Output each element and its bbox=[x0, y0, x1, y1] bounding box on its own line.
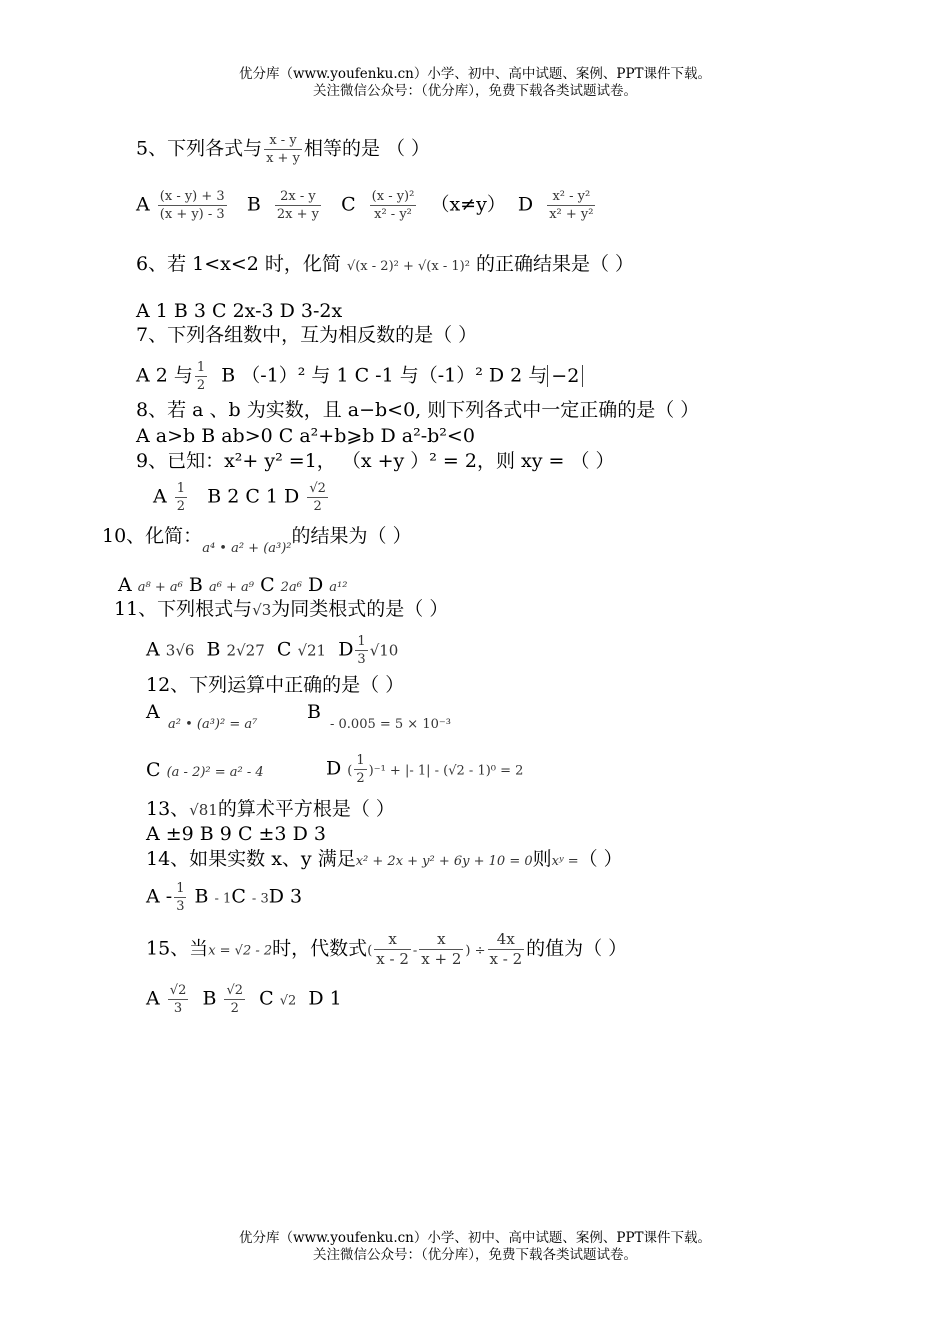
q11-option-b-label: B bbox=[206, 638, 221, 661]
q11-option-a: 3√6 bbox=[165, 641, 195, 660]
header-line-1: 优分库（www.youfenku.cn）小学、初中、高中试题、案例、PPT课件下载。 bbox=[238, 66, 712, 82]
q9-option-a-label: A bbox=[153, 485, 167, 508]
q7-frac-num: 1 bbox=[196, 360, 206, 375]
q7-fraction-half bbox=[195, 359, 207, 394]
question-6-stem bbox=[136, 252, 634, 279]
q15-option-c: √2 bbox=[279, 993, 297, 1009]
question-15-options bbox=[146, 982, 342, 1017]
q15-stem-end: 的值为（ ） bbox=[526, 937, 628, 960]
q11-option-b: 2√27 bbox=[226, 641, 265, 660]
q14-a-num: 1 bbox=[176, 881, 185, 896]
q7-frac-den: 2 bbox=[196, 378, 206, 393]
q15-option-b bbox=[224, 982, 245, 1017]
q10-option-d-label: D bbox=[307, 574, 324, 596]
q7-absolute-value: −2 bbox=[547, 365, 583, 387]
question-11-stem bbox=[114, 597, 448, 622]
q15-option-c-label: C bbox=[259, 987, 274, 1010]
q11-d-num: 1 bbox=[357, 634, 366, 649]
q12-d-den: 2 bbox=[356, 771, 365, 786]
q9-d-den: 2 bbox=[313, 499, 322, 514]
q11-option-a-label: A bbox=[146, 638, 160, 661]
q10-expression: a⁴ • a² + (a³)² bbox=[202, 541, 292, 556]
q6-stem-end: 的正确结果是（ ） bbox=[475, 253, 635, 275]
page-header bbox=[0, 66, 950, 100]
q9-option-a bbox=[175, 480, 187, 515]
q14-power-expression: xʸ = bbox=[551, 854, 579, 869]
q14-option-c-label: C bbox=[231, 885, 246, 908]
q15-stem-mid: 时，代数式 bbox=[272, 937, 368, 960]
q7-options-rest: B （-1）² 与 1 C -1 与（-1）² D 2 与 bbox=[221, 364, 548, 387]
q5-option-c-label: C bbox=[341, 193, 356, 216]
q14-stem-then: 则 bbox=[532, 848, 552, 870]
q15-option-a bbox=[168, 982, 189, 1017]
q5-c-den: x² - y² bbox=[374, 207, 412, 222]
question-12-option-b bbox=[330, 710, 451, 737]
question-11-options bbox=[146, 633, 398, 668]
q11-option-d-radical: √10 bbox=[369, 641, 399, 660]
q12-d-num: 1 bbox=[356, 753, 365, 768]
question-12-option-b-label: B bbox=[307, 701, 321, 723]
q15-f3-den: x - 2 bbox=[489, 950, 523, 968]
q10-option-c: 2a⁶ bbox=[280, 580, 302, 595]
q14-option-b-label: B bbox=[194, 885, 209, 908]
q5-option-d-label: D bbox=[517, 193, 534, 216]
q5-option-c-condition: （x≠y） bbox=[430, 193, 506, 216]
q10-stem-text: 10、化简： bbox=[102, 525, 203, 547]
question-10-options bbox=[118, 573, 347, 600]
q14-stem-end: （ ） bbox=[578, 848, 623, 870]
q14-a-den: 3 bbox=[176, 899, 185, 914]
question-5-stem bbox=[136, 132, 430, 167]
q14-option-c: - 3 bbox=[251, 891, 269, 907]
q5-fraction bbox=[264, 132, 302, 167]
q5-frac-den: x + y bbox=[266, 151, 300, 166]
q15-option-b-label: B bbox=[202, 987, 217, 1010]
q11-option-d-label: D bbox=[338, 638, 354, 661]
q5-option-c bbox=[370, 188, 417, 223]
q14-stem-text: 14、如果实数 x、y 满足 bbox=[146, 848, 356, 870]
q10-option-d: a¹² bbox=[329, 580, 348, 595]
q5-a-den: (x + y) - 3 bbox=[159, 207, 225, 222]
q12-c-expression: (a - 2)² = a² - 4 bbox=[166, 765, 264, 780]
q15-fraction-2 bbox=[419, 930, 463, 969]
q5-b-den: 2x + y bbox=[276, 207, 319, 222]
q12-d-fraction bbox=[354, 752, 366, 787]
q5-stem-end: 相等的是 （ ） bbox=[303, 137, 431, 160]
q10-option-a-label: A bbox=[118, 574, 132, 596]
q12-option-c-label: C bbox=[146, 759, 161, 781]
q10-option-c-label: C bbox=[260, 574, 275, 596]
question-15-stem: 15、当x = √2 - 2时，代数式( $\frac{x}{x - 2}$ - $\frac{x}{x + 2}$ ) ÷ $\frac{4x}{x - 2}$ 的值为（ ） bbox=[146, 930, 628, 968]
q15-option-a-label: A bbox=[146, 987, 160, 1010]
q15-fraction-3 bbox=[488, 930, 525, 969]
q12-d-expression: )⁻¹ + |- 1| - (√2 - 1)⁰ = 2 bbox=[368, 763, 524, 779]
q15-f2-den: x + 2 bbox=[421, 950, 462, 968]
q15-a-den: 3 bbox=[173, 1001, 183, 1016]
q15-f1-den: x - 2 bbox=[376, 950, 409, 968]
q11-option-c: √21 bbox=[297, 641, 327, 660]
question-12-option-c bbox=[146, 758, 264, 785]
q9-a-num: 1 bbox=[176, 481, 186, 496]
q11-stem-end: 为同类根式的是（ ） bbox=[271, 598, 449, 620]
q5-d-den: x² + y² bbox=[549, 207, 594, 222]
question-9-options bbox=[153, 480, 330, 515]
header-line-2: 关注微信公众号：（优分库），免费下载各类试题试卷。 bbox=[313, 83, 637, 99]
question-9-stem: 9、已知：x²+ y² =1， （x +y ）² = 2，则 xy = （ ） bbox=[136, 450, 615, 472]
q14-option-d: D 3 bbox=[268, 885, 303, 908]
q14-option-a-label: A - bbox=[146, 885, 173, 908]
question-12-option-a bbox=[168, 710, 257, 737]
q5-c-num: (x - y)² bbox=[371, 189, 415, 204]
q9-option-d bbox=[307, 480, 328, 515]
q5-a-num: (x - y) + 3 bbox=[159, 189, 225, 204]
question-5-options bbox=[136, 188, 597, 223]
q5-d-num: x² - y² bbox=[547, 188, 595, 206]
question-13-options: A ±9 B 9 C ±3 D 3 bbox=[146, 823, 326, 845]
q5-option-b bbox=[275, 188, 321, 223]
question-7-stem: 7、下列各组数中，互为相反数的是（ ） bbox=[136, 324, 478, 346]
question-13-stem bbox=[146, 797, 395, 822]
q5-option-d bbox=[547, 188, 595, 223]
q5-stem-text: 5、下列各式与 bbox=[136, 137, 263, 160]
question-12-option-a-label: A bbox=[146, 701, 160, 723]
footer-line-1: 优分库（www.youfenku.cn）小学、初中、高中试题、案例、PPT课件下载。 bbox=[238, 1230, 712, 1246]
question-8-options: A a>b B ab>0 C a²+b⩾b D a²-b²<0 bbox=[136, 425, 475, 447]
question-10-stem bbox=[102, 524, 412, 556]
q13-number: 13、 bbox=[146, 798, 190, 820]
question-12-option-d: D ( $\frac{1}{2}$ )⁻¹ + |- 1| - (√2 - 1)⁰ = 2 bbox=[326, 753, 524, 786]
page-footer bbox=[0, 1230, 950, 1264]
q9-options-bc: B 2 C 1 D bbox=[207, 485, 300, 508]
q11-option-c-label: C bbox=[276, 638, 292, 661]
question-14-options bbox=[146, 880, 302, 915]
q6-stem-text: 6、若 1<x<2 时，化简 bbox=[136, 253, 341, 275]
q11-stem-text: 11、下列根式与 bbox=[114, 598, 253, 620]
q14-equation: x² + 2x + y² + 6y + 10 = 0 bbox=[355, 854, 533, 869]
q15-a-num: √2 bbox=[169, 983, 187, 998]
question-14-stem bbox=[146, 847, 623, 874]
footer-line-2: 关注微信公众号：（优分库），免费下载各类试题试卷。 bbox=[313, 1247, 637, 1263]
q11-d-den: 3 bbox=[357, 652, 366, 667]
q5-option-a-label: A bbox=[136, 193, 150, 216]
q13-stem-end: 的算术平方根是（ ） bbox=[217, 798, 395, 820]
q15-f1-num: x bbox=[374, 930, 411, 950]
q13-radical: √81 bbox=[189, 801, 218, 819]
question-12-stem: 12、下列运算中正确的是（ ） bbox=[146, 674, 405, 696]
q11-option-d-fraction bbox=[355, 633, 367, 668]
q14-option-b: - 1 bbox=[214, 891, 232, 907]
q5-option-a bbox=[158, 188, 227, 223]
q12-a-expression: a² • (a³)² = a⁷ bbox=[168, 717, 258, 732]
q10-option-a: a⁸ + a⁶ bbox=[137, 580, 183, 595]
q6-expression: √(x - 2)² + √(x - 1)² bbox=[346, 259, 470, 274]
q15-b-num: √2 bbox=[226, 983, 244, 998]
question-6-options: A 1 B 3 C 2x-3 D 3-2x bbox=[136, 300, 343, 322]
q15-b-den: 2 bbox=[230, 1001, 239, 1016]
q9-a-den: 2 bbox=[176, 499, 186, 514]
question-7-options bbox=[136, 359, 583, 394]
q15-stem-text: 15、当 bbox=[146, 937, 209, 960]
q7-option-a: A 2 与 bbox=[136, 364, 193, 387]
q10-stem-end: 的结果为（ ） bbox=[291, 525, 412, 547]
q15-option-d: D 1 bbox=[308, 987, 342, 1010]
q15-fraction-1 bbox=[374, 930, 411, 969]
q10-option-b: a⁶ + a⁹ bbox=[208, 580, 255, 595]
q5-frac-num: x - y bbox=[264, 132, 302, 150]
q12-b-expression: - 0.005 = 5 × 10⁻³ bbox=[330, 717, 451, 732]
q15-condition: x = √2 - 2 bbox=[208, 943, 273, 959]
question-8-stem: 8、若 a 、b 为实数，且 a−b<0, 则下列各式中一定正确的是（ ） bbox=[136, 399, 700, 421]
q5-option-b-label: B bbox=[246, 193, 261, 216]
q15-f3-num: 4x bbox=[488, 930, 525, 950]
q11-radical: √3 bbox=[252, 601, 272, 619]
q14-option-a bbox=[174, 880, 186, 915]
q5-b-num: 2x - y bbox=[275, 188, 321, 206]
q12-option-d-label: D bbox=[326, 757, 342, 780]
q9-d-num: √2 bbox=[309, 481, 326, 496]
q10-option-b-label: B bbox=[188, 574, 203, 596]
q15-f2-num: x bbox=[419, 930, 463, 950]
